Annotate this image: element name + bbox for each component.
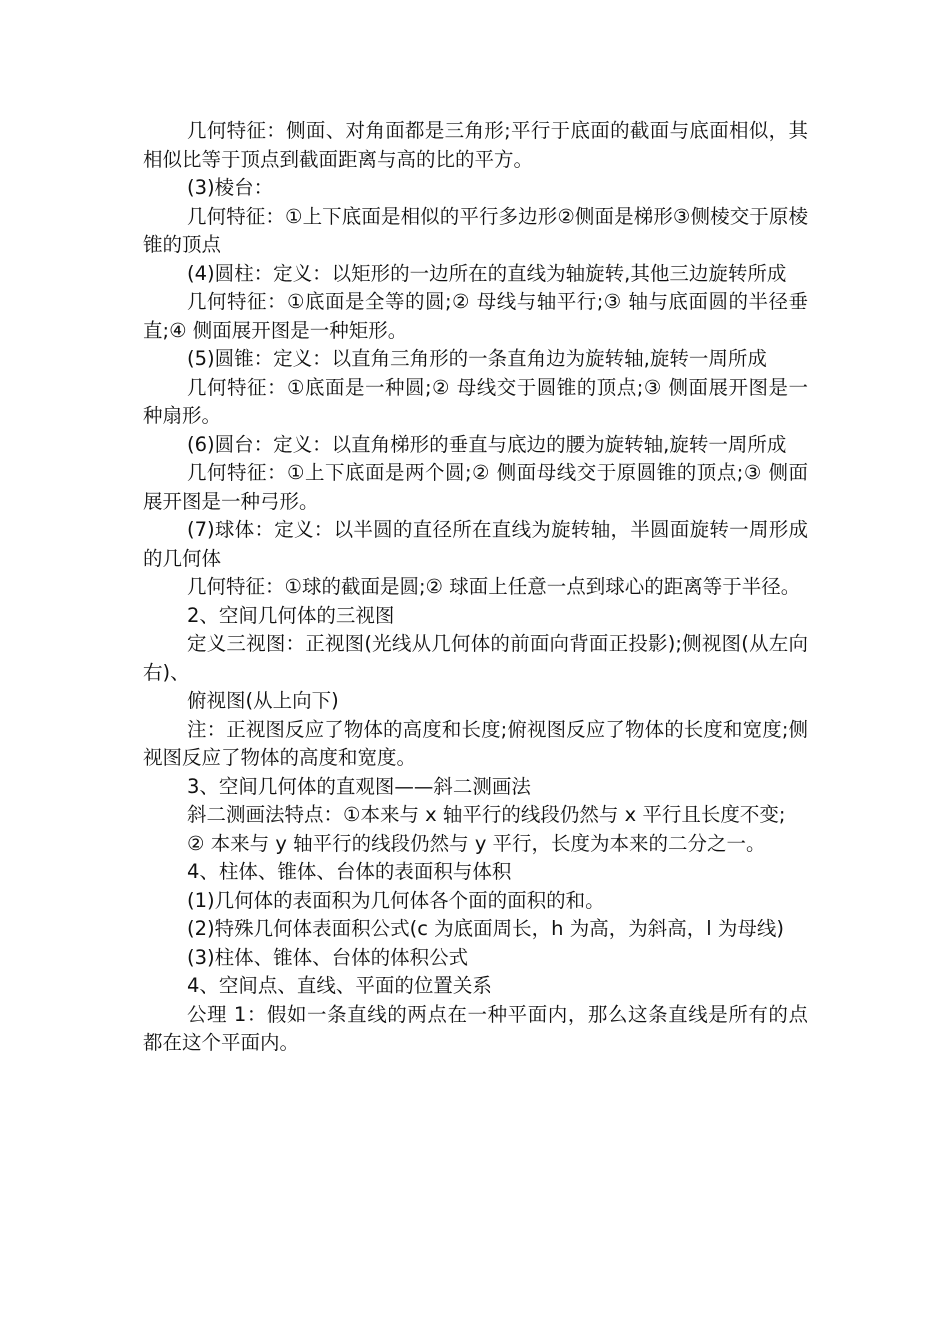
document-body bbox=[143, 117, 808, 1058]
paragraph: 几何特征：①上下底面是两个圆;② 侧面母线交于原圆锥的顶点;③ 侧面展开图是一种弓形。 bbox=[143, 461, 808, 513]
paragraph: (3)柱体、锥体、台体的体积公式 bbox=[187, 945, 469, 969]
paragraph: 几何特征：①球的截面是圆;② 球面上任意一点到球心的距离等于半径。 bbox=[187, 575, 801, 598]
paragraph: (1)几何体的表面积为几何体各个面的面积的和。 bbox=[187, 888, 605, 912]
section-heading: 4、柱体、锥体、台体的表面积与体积 bbox=[187, 860, 512, 883]
paragraph: 几何特征：①底面是全等的圆;② 母线与轴平行;③ 轴与底面圆的半径垂直;④ 侧面展开图是一种矩形。 bbox=[143, 290, 808, 342]
paragraph: 几何特征：①底面是一种圆;② 母线交于圆锥的顶点;③ 侧面展开图是一种扇形。 bbox=[143, 375, 808, 427]
paragraph: (5)圆锥：定义：以直角三角形的一条直角边为旋转轴,旋转一周所成 bbox=[187, 347, 767, 370]
paragraph: (4)圆柱：定义：以矩形的一边所在的直线为轴旋转,其他三边旋转所成 bbox=[187, 261, 787, 285]
section-heading: 3、空间几何体的直观图——斜二测画法 bbox=[187, 774, 531, 798]
section-heading: 2、空间几何体的三视图 bbox=[187, 603, 395, 627]
paragraph: 注：正视图反应了物体的高度和长度;俯视图反应了物体的长度和宽度;侧视图反应了物体的高度和宽度。 bbox=[143, 717, 808, 769]
paragraph: 斜二测画法特点：①本来与 x 轴平行的线段仍然与 x 平行且长度不变; bbox=[187, 803, 786, 826]
paragraph: (6)圆台：定义：以直角梯形的垂直与底边的腰为旋转轴,旋转一周所成 bbox=[187, 432, 787, 456]
paragraph: 几何特征：①上下底面是相似的平行多边形②侧面是梯形③侧棱交于原棱锥的顶点 bbox=[143, 204, 808, 256]
paragraph: 俯视图(从上向下) bbox=[187, 689, 339, 712]
paragraph: (3)棱台： bbox=[187, 176, 274, 199]
paragraph: ② 本来与 y 轴平行的线段仍然与 y 平行，长度为本来的二分之一。 bbox=[187, 831, 766, 855]
paragraph: 几何特征：侧面、对角面都是三角形;平行于底面的截面与底面相似，其相似比等于顶点到截面距离与高的比的平方。 bbox=[143, 119, 808, 171]
paragraph: (2)特殊几何体表面积公式(c 为底面周长，h 为高，为斜高，l 为母线) bbox=[187, 917, 784, 940]
paragraph: (7)球体：定义：以半圆的直径所在直线为旋转轴，半圆面旋转一周形成的几何体 bbox=[143, 518, 808, 570]
section-heading: 4、空间点、直线、平面的位置关系 bbox=[187, 974, 492, 997]
paragraph: 公理 1：假如一条直线的两点在一种平面内，那么这条直线是所有的点都在这个平面内。 bbox=[143, 1002, 808, 1054]
paragraph: 定义三视图：正视图(光线从几何体的前面向背面正投影);侧视图(从左向右)、 bbox=[143, 632, 808, 684]
